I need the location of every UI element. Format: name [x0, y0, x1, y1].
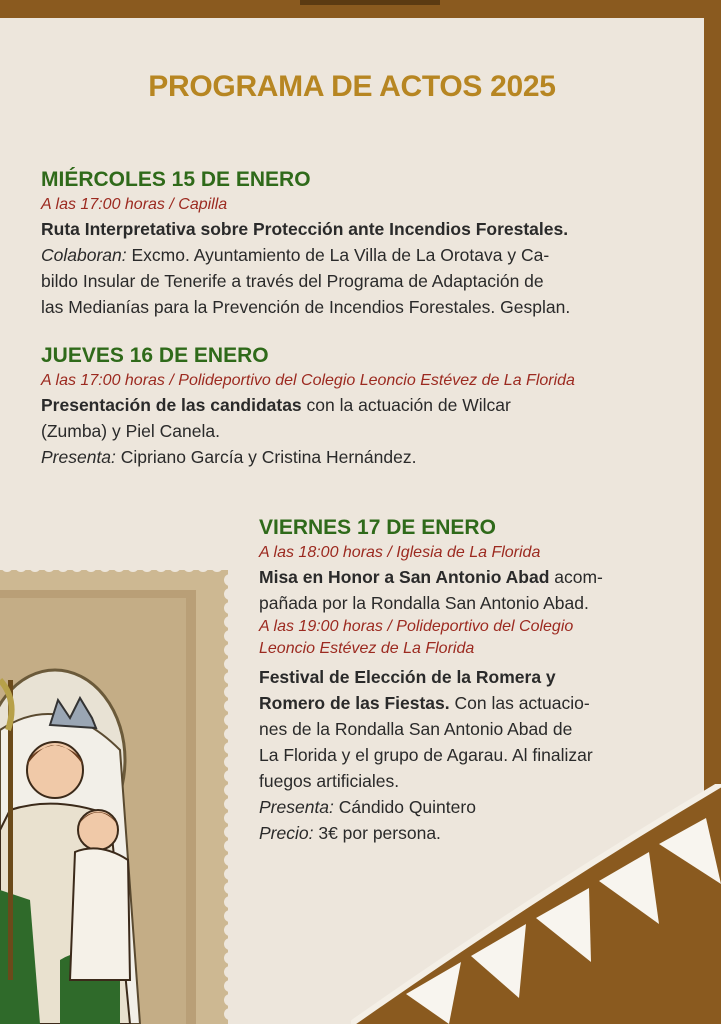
festival-line-2: Romero de las Fiestas. Con las actuacio- [259, 693, 590, 713]
colaboran-line: Colaboran: Excmo. Ayuntamiento de La Villa de La Orotava y Ca- [41, 245, 550, 265]
day-section-1 [41, 166, 641, 320]
event-time-2-line-2: Leoncio Estévez de La Florida [259, 640, 475, 657]
event-time: A las 17:00 horas / Capilla [41, 196, 228, 213]
price-line: Precio: 3€ por persona. [259, 823, 441, 843]
event-line-2: (Zumba) y Piel Canela. [41, 421, 220, 441]
event-time-2: A las 19:00 horas / Polideportivo del Colegio [259, 618, 574, 635]
presenter-line: Presenta: Cándido Quintero [259, 797, 476, 817]
event-time: A las 17:00 horas / Polideportivo del Colegio Leoncio Estévez de La Florida [41, 372, 575, 389]
festival-line-5: fuegos artificiales. [259, 771, 400, 791]
presenter-line: Presenta: Cipriano García y Cristina Hernández. [41, 447, 417, 467]
day-section-2 [41, 342, 681, 470]
mass-line-2: pañada por la Rondalla San Antonio Abad. [259, 593, 589, 613]
colaboran-line-3: las Medianías para la Prevención de Incendios Forestales. Gesplan. [41, 297, 571, 317]
festival-line-3: nes de la Rondalla San Antonio Abad de [259, 719, 573, 739]
page-title: PROGRAMA DE ACTOS 2025 [148, 70, 556, 103]
festival-line: Festival de Elección de la Romera y [259, 667, 556, 687]
colaboran-label: Colaboran: [41, 245, 127, 265]
day-heading: MIÉRCOLES 15 DE ENERO [41, 168, 311, 191]
colaboran-line-2: bildo Insular de Tenerife a través del Programa de Adaptación de [41, 271, 544, 291]
mass-line: Misa en Honor a San Antonio Abad acom- [259, 567, 603, 587]
event-time: A las 18:00 horas / Iglesia de La Florida [259, 544, 541, 561]
event-title: Ruta Interpretativa sobre Protección ante Incendios Forestales. [41, 219, 569, 239]
top-ornament [300, 0, 440, 5]
festival-line-4: La Florida y el grupo de Agarau. Al finalizar [259, 745, 593, 765]
event-line: Presentación de las candidatas con la actuación de Wilcar [41, 395, 511, 415]
bunting-decoration [351, 784, 721, 1024]
day-heading: JUEVES 16 DE ENERO [41, 344, 269, 367]
day-heading: VIERNES 17 DE ENERO [259, 516, 496, 539]
saint-stamp-illustration [0, 560, 235, 1024]
